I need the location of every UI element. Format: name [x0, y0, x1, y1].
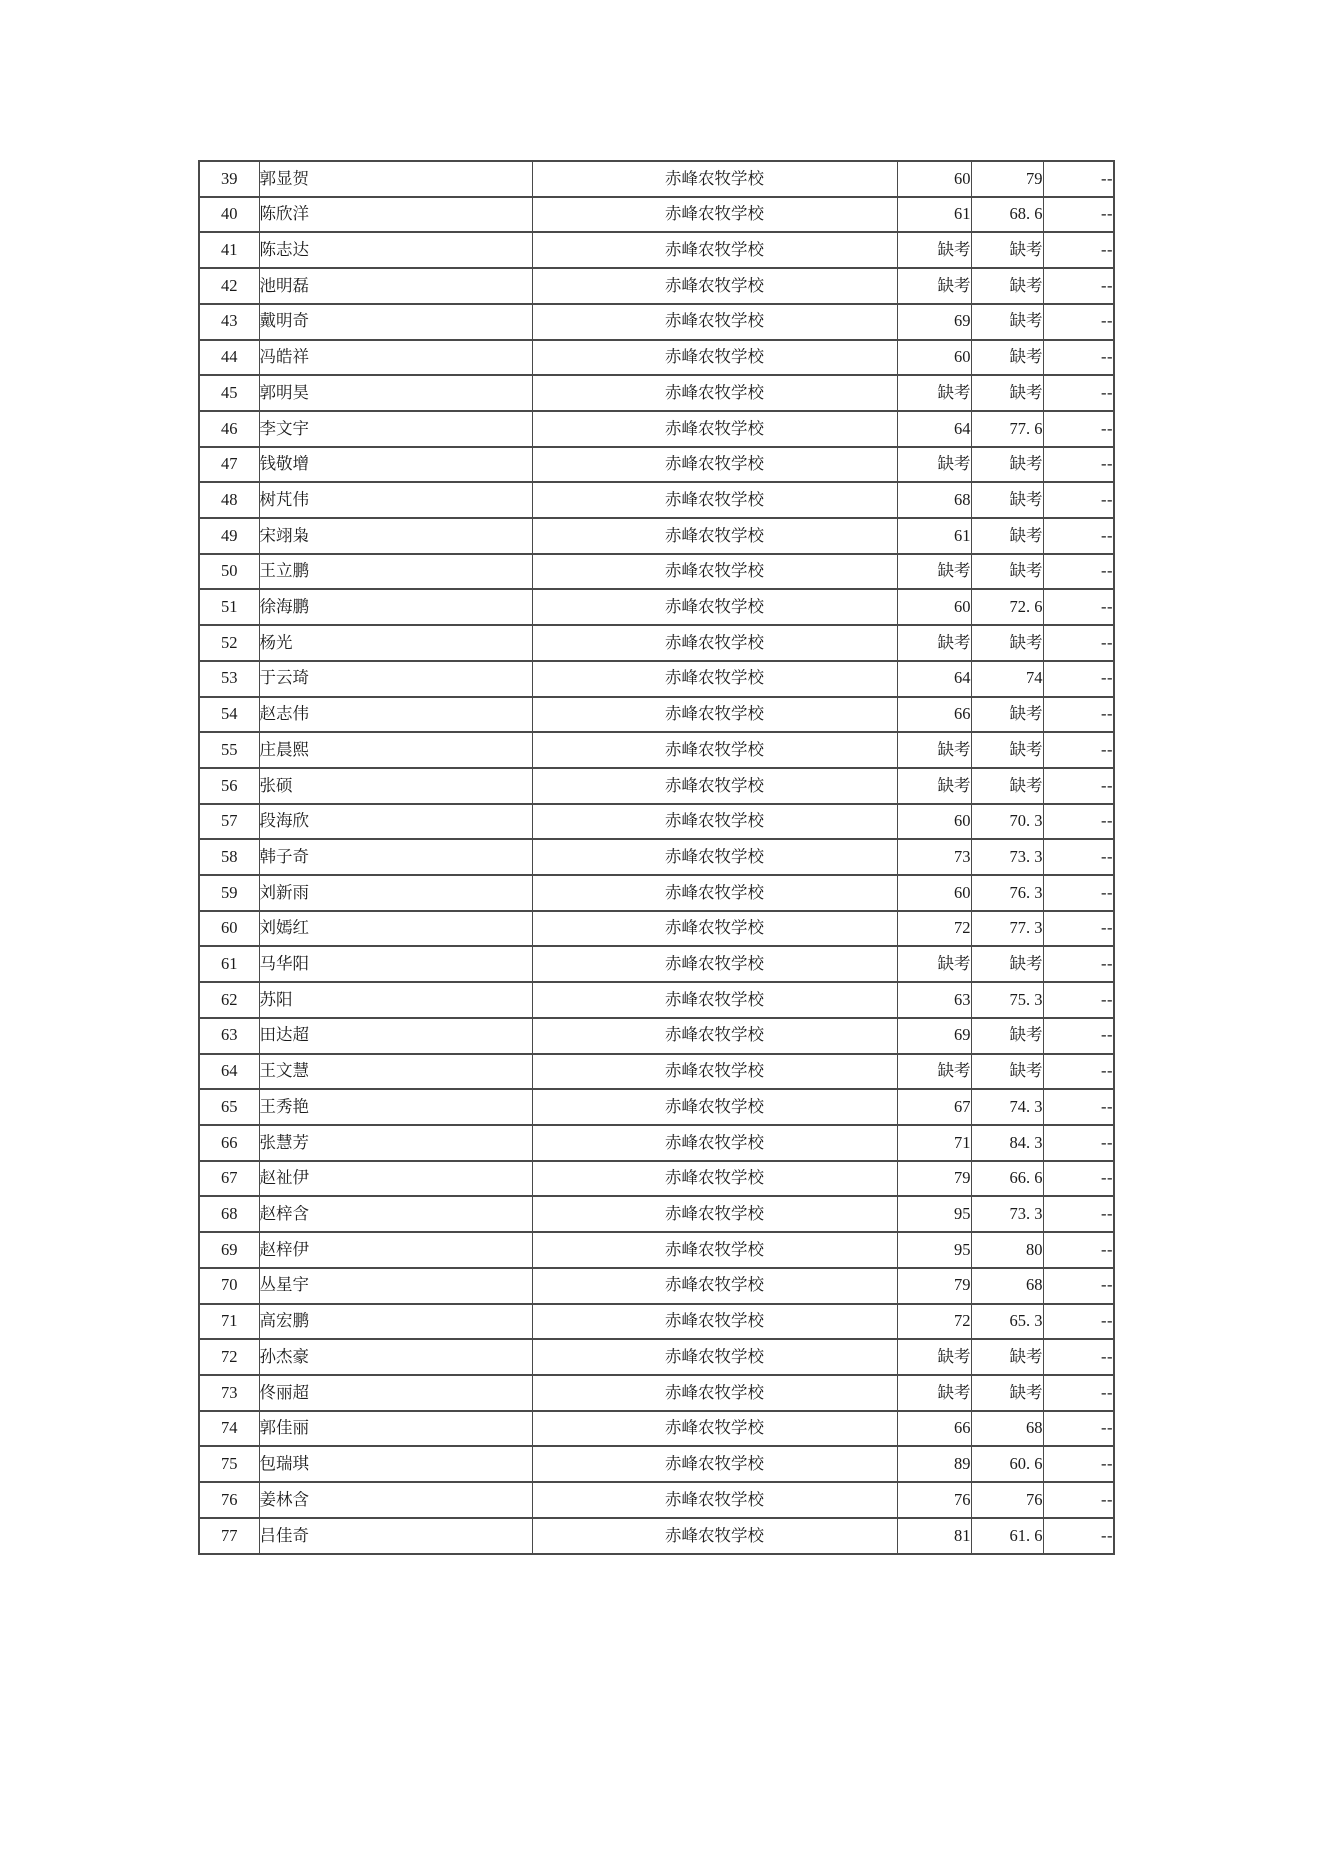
score1-cell: 缺考 — [897, 625, 971, 661]
table-row — [199, 1482, 1114, 1518]
table-row — [199, 518, 1114, 554]
school-cell: 赤峰农牧学校 — [532, 839, 897, 875]
name-cell: 刘嫣红 — [259, 911, 532, 947]
school-cell: 赤峰农牧学校 — [532, 1268, 897, 1304]
score1-cell: 71 — [897, 1125, 971, 1161]
name-cell: 郭显贺 — [259, 161, 532, 197]
note-cell: -- — [1043, 697, 1114, 733]
score1-cell: 76 — [897, 1482, 971, 1518]
school-cell: 赤峰农牧学校 — [532, 697, 897, 733]
score2-cell: 缺考 — [971, 482, 1043, 518]
score1-cell: 95 — [897, 1232, 971, 1268]
name-cell: 宋翊枭 — [259, 518, 532, 554]
note-cell: -- — [1043, 1518, 1114, 1554]
name-cell: 赵梓含 — [259, 1196, 532, 1232]
school-cell: 赤峰农牧学校 — [532, 1446, 897, 1482]
note-cell: -- — [1043, 1339, 1114, 1375]
note-cell: -- — [1043, 875, 1114, 911]
school-cell: 赤峰农牧学校 — [532, 1304, 897, 1340]
table-row — [199, 875, 1114, 911]
note-cell: -- — [1043, 1411, 1114, 1447]
row-number-cell: 50 — [199, 554, 259, 590]
name-cell: 高宏鹏 — [259, 1304, 532, 1340]
school-cell: 赤峰农牧学校 — [532, 946, 897, 982]
school-cell: 赤峰农牧学校 — [532, 375, 897, 411]
note-cell: -- — [1043, 1268, 1114, 1304]
name-cell: 冯皓祥 — [259, 340, 532, 376]
table-row — [199, 304, 1114, 340]
school-cell: 赤峰农牧学校 — [532, 1375, 897, 1411]
row-number-cell: 43 — [199, 304, 259, 340]
table-row — [199, 375, 1114, 411]
table-row — [199, 732, 1114, 768]
table-row — [199, 340, 1114, 376]
score1-cell: 79 — [897, 1161, 971, 1197]
score1-cell: 61 — [897, 518, 971, 554]
table-row — [199, 1018, 1114, 1054]
table-row — [199, 447, 1114, 483]
school-cell: 赤峰农牧学校 — [532, 1018, 897, 1054]
score1-cell: 缺考 — [897, 554, 971, 590]
table-row — [199, 839, 1114, 875]
school-cell: 赤峰农牧学校 — [532, 661, 897, 697]
note-cell: -- — [1043, 1304, 1114, 1340]
score1-cell: 60 — [897, 161, 971, 197]
name-cell: 苏阳 — [259, 982, 532, 1018]
school-cell: 赤峰农牧学校 — [532, 482, 897, 518]
score2-cell: 68 — [971, 1411, 1043, 1447]
table-row — [199, 1196, 1114, 1232]
row-number-cell: 70 — [199, 1268, 259, 1304]
score1-cell: 60 — [897, 340, 971, 376]
note-cell: -- — [1043, 161, 1114, 197]
row-number-cell: 55 — [199, 732, 259, 768]
row-number-cell: 62 — [199, 982, 259, 1018]
score2-cell: 缺考 — [971, 946, 1043, 982]
school-cell: 赤峰农牧学校 — [532, 589, 897, 625]
score1-cell: 缺考 — [897, 375, 971, 411]
score2-cell: 缺考 — [971, 732, 1043, 768]
score2-cell: 65. 3 — [971, 1304, 1043, 1340]
row-number-cell: 53 — [199, 661, 259, 697]
table-row — [199, 1446, 1114, 1482]
name-cell: 王立鹏 — [259, 554, 532, 590]
table-row — [199, 1054, 1114, 1090]
row-number-cell: 47 — [199, 447, 259, 483]
table-row — [199, 554, 1114, 590]
score1-cell: 68 — [897, 482, 971, 518]
score2-cell: 缺考 — [971, 768, 1043, 804]
school-cell: 赤峰农牧学校 — [532, 1518, 897, 1554]
score2-cell: 74. 3 — [971, 1089, 1043, 1125]
table-row — [199, 1339, 1114, 1375]
row-number-cell: 40 — [199, 197, 259, 233]
note-cell: -- — [1043, 554, 1114, 590]
table-row — [199, 232, 1114, 268]
row-number-cell: 56 — [199, 768, 259, 804]
score1-cell: 缺考 — [897, 1375, 971, 1411]
score1-cell: 缺考 — [897, 946, 971, 982]
row-number-cell: 73 — [199, 1375, 259, 1411]
note-cell: -- — [1043, 768, 1114, 804]
table-row — [199, 268, 1114, 304]
score1-cell: 60 — [897, 589, 971, 625]
note-cell: -- — [1043, 304, 1114, 340]
name-cell: 池明磊 — [259, 268, 532, 304]
score1-cell: 81 — [897, 1518, 971, 1554]
score1-cell: 64 — [897, 411, 971, 447]
table-row — [199, 768, 1114, 804]
table-row — [199, 697, 1114, 733]
row-number-cell: 49 — [199, 518, 259, 554]
row-number-cell: 54 — [199, 697, 259, 733]
score2-cell: 73. 3 — [971, 1196, 1043, 1232]
row-number-cell: 63 — [199, 1018, 259, 1054]
score2-cell: 75. 3 — [971, 982, 1043, 1018]
name-cell: 王文慧 — [259, 1054, 532, 1090]
score2-cell: 84. 3 — [971, 1125, 1043, 1161]
name-cell: 于云琦 — [259, 661, 532, 697]
name-cell: 庄晨熙 — [259, 732, 532, 768]
note-cell: -- — [1043, 982, 1114, 1018]
name-cell: 韩子奇 — [259, 839, 532, 875]
school-cell: 赤峰农牧学校 — [532, 732, 897, 768]
note-cell: -- — [1043, 589, 1114, 625]
note-cell: -- — [1043, 1375, 1114, 1411]
note-cell: -- — [1043, 911, 1114, 947]
score2-cell: 缺考 — [971, 232, 1043, 268]
score2-cell: 缺考 — [971, 554, 1043, 590]
row-number-cell: 59 — [199, 875, 259, 911]
note-cell: -- — [1043, 268, 1114, 304]
table-body — [199, 161, 1114, 1554]
school-cell: 赤峰农牧学校 — [532, 554, 897, 590]
table-row — [199, 197, 1114, 233]
name-cell: 孙杰豪 — [259, 1339, 532, 1375]
school-cell: 赤峰农牧学校 — [532, 1411, 897, 1447]
score2-cell: 缺考 — [971, 518, 1043, 554]
row-number-cell: 39 — [199, 161, 259, 197]
name-cell: 马华阳 — [259, 946, 532, 982]
score1-cell: 60 — [897, 804, 971, 840]
row-number-cell: 45 — [199, 375, 259, 411]
school-cell: 赤峰农牧学校 — [532, 1089, 897, 1125]
score2-cell: 72. 6 — [971, 589, 1043, 625]
name-cell: 赵志伟 — [259, 697, 532, 733]
score1-cell: 89 — [897, 1446, 971, 1482]
school-cell: 赤峰农牧学校 — [532, 768, 897, 804]
score2-cell: 缺考 — [971, 1339, 1043, 1375]
note-cell: -- — [1043, 232, 1114, 268]
score2-cell: 61. 6 — [971, 1518, 1043, 1554]
score2-cell: 缺考 — [971, 304, 1043, 340]
note-cell: -- — [1043, 1018, 1114, 1054]
name-cell: 陈志达 — [259, 232, 532, 268]
row-number-cell: 51 — [199, 589, 259, 625]
note-cell: -- — [1043, 732, 1114, 768]
school-cell: 赤峰农牧学校 — [532, 411, 897, 447]
score2-cell: 缺考 — [971, 1375, 1043, 1411]
row-number-cell: 77 — [199, 1518, 259, 1554]
school-cell: 赤峰农牧学校 — [532, 161, 897, 197]
name-cell: 李文宇 — [259, 411, 532, 447]
score-table — [198, 160, 1115, 1555]
score2-cell: 缺考 — [971, 625, 1043, 661]
note-cell: -- — [1043, 625, 1114, 661]
score1-cell: 66 — [897, 1411, 971, 1447]
score1-cell: 缺考 — [897, 268, 971, 304]
row-number-cell: 64 — [199, 1054, 259, 1090]
note-cell: -- — [1043, 661, 1114, 697]
row-number-cell: 46 — [199, 411, 259, 447]
table-row — [199, 911, 1114, 947]
row-number-cell: 66 — [199, 1125, 259, 1161]
row-number-cell: 41 — [199, 232, 259, 268]
school-cell: 赤峰农牧学校 — [532, 1482, 897, 1518]
row-number-cell: 76 — [199, 1482, 259, 1518]
score1-cell: 67 — [897, 1089, 971, 1125]
note-cell: -- — [1043, 804, 1114, 840]
name-cell: 王秀艳 — [259, 1089, 532, 1125]
name-cell: 张慧芳 — [259, 1125, 532, 1161]
table-row — [199, 1268, 1114, 1304]
row-number-cell: 72 — [199, 1339, 259, 1375]
table-row — [199, 1089, 1114, 1125]
note-cell: -- — [1043, 375, 1114, 411]
row-number-cell: 57 — [199, 804, 259, 840]
school-cell: 赤峰农牧学校 — [532, 340, 897, 376]
name-cell: 树芃伟 — [259, 482, 532, 518]
row-number-cell: 75 — [199, 1446, 259, 1482]
note-cell: -- — [1043, 482, 1114, 518]
note-cell: -- — [1043, 197, 1114, 233]
table-row — [199, 1375, 1114, 1411]
score2-cell: 缺考 — [971, 268, 1043, 304]
name-cell: 段海欣 — [259, 804, 532, 840]
name-cell: 郭明昊 — [259, 375, 532, 411]
score2-cell: 80 — [971, 1232, 1043, 1268]
score1-cell: 缺考 — [897, 768, 971, 804]
score1-cell: 66 — [897, 697, 971, 733]
school-cell: 赤峰农牧学校 — [532, 1232, 897, 1268]
name-cell: 姜林含 — [259, 1482, 532, 1518]
school-cell: 赤峰农牧学校 — [532, 232, 897, 268]
score2-cell: 76 — [971, 1482, 1043, 1518]
school-cell: 赤峰农牧学校 — [532, 197, 897, 233]
note-cell: -- — [1043, 1161, 1114, 1197]
score2-cell: 缺考 — [971, 340, 1043, 376]
row-number-cell: 65 — [199, 1089, 259, 1125]
school-cell: 赤峰农牧学校 — [532, 875, 897, 911]
row-number-cell: 60 — [199, 911, 259, 947]
score1-cell: 95 — [897, 1196, 971, 1232]
table-row — [199, 589, 1114, 625]
school-cell: 赤峰农牧学校 — [532, 911, 897, 947]
school-cell: 赤峰农牧学校 — [532, 625, 897, 661]
row-number-cell: 71 — [199, 1304, 259, 1340]
name-cell: 戴明奇 — [259, 304, 532, 340]
score2-cell: 68 — [971, 1268, 1043, 1304]
note-cell: -- — [1043, 1446, 1114, 1482]
name-cell: 钱敬增 — [259, 447, 532, 483]
table-row — [199, 1304, 1114, 1340]
name-cell: 田达超 — [259, 1018, 532, 1054]
school-cell: 赤峰农牧学校 — [532, 304, 897, 340]
score1-cell: 缺考 — [897, 732, 971, 768]
score2-cell: 缺考 — [971, 1054, 1043, 1090]
score2-cell: 77. 3 — [971, 911, 1043, 947]
name-cell: 赵梓伊 — [259, 1232, 532, 1268]
note-cell: -- — [1043, 1054, 1114, 1090]
name-cell: 吕佳奇 — [259, 1518, 532, 1554]
score2-cell: 缺考 — [971, 447, 1043, 483]
score2-cell: 缺考 — [971, 375, 1043, 411]
school-cell: 赤峰农牧学校 — [532, 1054, 897, 1090]
score2-cell: 70. 3 — [971, 804, 1043, 840]
name-cell: 张硕 — [259, 768, 532, 804]
score2-cell: 73. 3 — [971, 839, 1043, 875]
note-cell: -- — [1043, 946, 1114, 982]
row-number-cell: 68 — [199, 1196, 259, 1232]
score1-cell: 缺考 — [897, 1054, 971, 1090]
score2-cell: 68. 6 — [971, 197, 1043, 233]
note-cell: -- — [1043, 1089, 1114, 1125]
school-cell: 赤峰农牧学校 — [532, 1196, 897, 1232]
note-cell: -- — [1043, 411, 1114, 447]
row-number-cell: 58 — [199, 839, 259, 875]
name-cell: 丛星宇 — [259, 1268, 532, 1304]
row-number-cell: 74 — [199, 1411, 259, 1447]
score1-cell: 61 — [897, 197, 971, 233]
name-cell: 徐海鹏 — [259, 589, 532, 625]
score2-cell: 77. 6 — [971, 411, 1043, 447]
score1-cell: 63 — [897, 982, 971, 1018]
table-row — [199, 1411, 1114, 1447]
name-cell: 郭佳丽 — [259, 1411, 532, 1447]
school-cell: 赤峰农牧学校 — [532, 447, 897, 483]
school-cell: 赤峰农牧学校 — [532, 268, 897, 304]
row-number-cell: 61 — [199, 946, 259, 982]
name-cell: 佟丽超 — [259, 1375, 532, 1411]
score2-cell: 74 — [971, 661, 1043, 697]
row-number-cell: 48 — [199, 482, 259, 518]
row-number-cell: 44 — [199, 340, 259, 376]
note-cell: -- — [1043, 1196, 1114, 1232]
row-number-cell: 69 — [199, 1232, 259, 1268]
score2-cell: 66. 6 — [971, 1161, 1043, 1197]
note-cell: -- — [1043, 447, 1114, 483]
school-cell: 赤峰农牧学校 — [532, 1125, 897, 1161]
score1-cell: 64 — [897, 661, 971, 697]
table-row — [199, 661, 1114, 697]
score2-cell: 缺考 — [971, 1018, 1043, 1054]
score1-cell: 缺考 — [897, 1339, 971, 1375]
score1-cell: 73 — [897, 839, 971, 875]
school-cell: 赤峰农牧学校 — [532, 1339, 897, 1375]
row-number-cell: 67 — [199, 1161, 259, 1197]
school-cell: 赤峰农牧学校 — [532, 518, 897, 554]
score1-cell: 69 — [897, 1018, 971, 1054]
table-row — [199, 946, 1114, 982]
table-row — [199, 411, 1114, 447]
table-row — [199, 161, 1114, 197]
score2-cell: 76. 3 — [971, 875, 1043, 911]
table-row — [199, 982, 1114, 1018]
note-cell: -- — [1043, 518, 1114, 554]
score1-cell: 缺考 — [897, 232, 971, 268]
score1-cell: 缺考 — [897, 447, 971, 483]
note-cell: -- — [1043, 1482, 1114, 1518]
table-row — [199, 625, 1114, 661]
note-cell: -- — [1043, 1125, 1114, 1161]
score2-cell: 79 — [971, 161, 1043, 197]
school-cell: 赤峰农牧学校 — [532, 804, 897, 840]
note-cell: -- — [1043, 1232, 1114, 1268]
table-row — [199, 1232, 1114, 1268]
table-row — [199, 482, 1114, 518]
table-row — [199, 1125, 1114, 1161]
school-cell: 赤峰农牧学校 — [532, 982, 897, 1018]
note-cell: -- — [1043, 340, 1114, 376]
score2-cell: 缺考 — [971, 697, 1043, 733]
name-cell: 杨光 — [259, 625, 532, 661]
score2-cell: 60. 6 — [971, 1446, 1043, 1482]
school-cell: 赤峰农牧学校 — [532, 1161, 897, 1197]
table-row — [199, 804, 1114, 840]
row-number-cell: 42 — [199, 268, 259, 304]
name-cell: 陈欣洋 — [259, 197, 532, 233]
table-row — [199, 1518, 1114, 1554]
score1-cell: 60 — [897, 875, 971, 911]
name-cell: 刘新雨 — [259, 875, 532, 911]
table-row — [199, 1161, 1114, 1197]
score1-cell: 79 — [897, 1268, 971, 1304]
note-cell: -- — [1043, 839, 1114, 875]
name-cell: 赵祉伊 — [259, 1161, 532, 1197]
row-number-cell: 52 — [199, 625, 259, 661]
score1-cell: 69 — [897, 304, 971, 340]
score1-cell: 72 — [897, 1304, 971, 1340]
score1-cell: 72 — [897, 911, 971, 947]
name-cell: 包瑞琪 — [259, 1446, 532, 1482]
